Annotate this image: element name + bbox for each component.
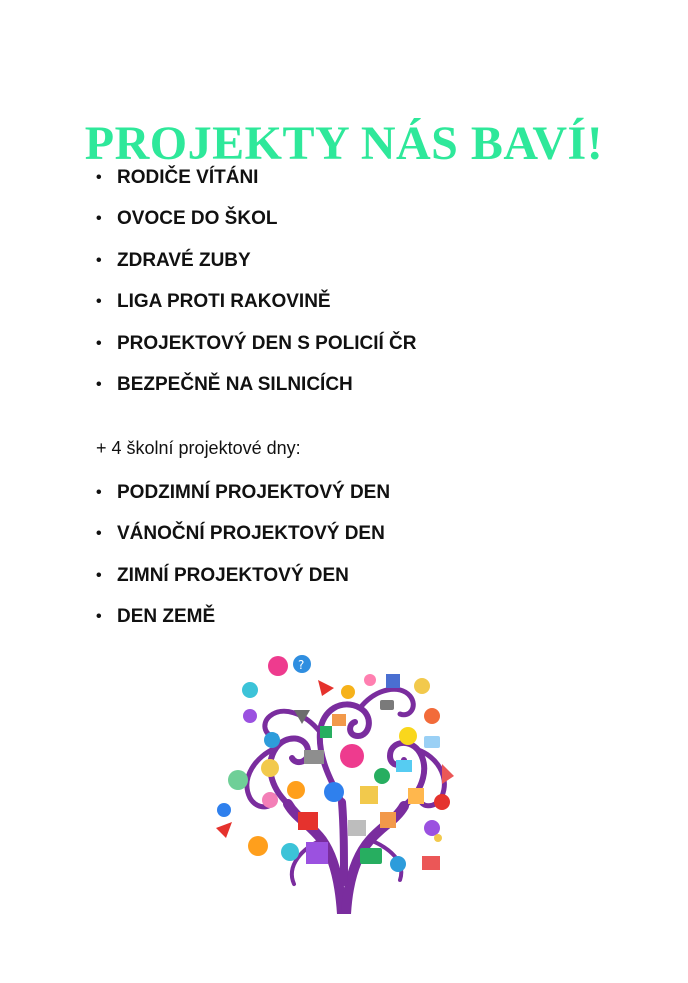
svg-text:?: ?	[298, 658, 305, 672]
list-item: • DEN ZEMĚ	[96, 605, 390, 646]
page-title: PROJEKTY NÁS BAVÍ!	[84, 117, 604, 171]
list-item: • BEZPEČNĚ NA SILNICÍCH	[96, 373, 416, 414]
list-item: • RODIČE VÍTÁNI	[96, 166, 416, 207]
list-item: • OVOCE DO ŠKOL	[96, 207, 416, 248]
education-tree-icon	[210, 652, 470, 914]
list-item: • VÁNOČNÍ PROJEKTOVÝ DEN	[96, 522, 390, 563]
school-days-heading: + 4 školní projektové dny:	[96, 438, 301, 458]
list-item: • ZIMNÍ PROJEKTOVÝ DEN	[96, 564, 390, 605]
list-item: • PROJEKTOVÝ DEN S POLICIÍ ČR	[96, 332, 416, 373]
list-item: • ZDRAVÉ ZUBY	[96, 249, 416, 290]
school-days-list	[96, 481, 390, 647]
list-item: • PODZIMNÍ PROJEKTOVÝ DEN	[96, 481, 390, 522]
list-item: • LIGA PROTI RAKOVINĚ	[96, 290, 416, 331]
projects-list	[96, 166, 416, 414]
